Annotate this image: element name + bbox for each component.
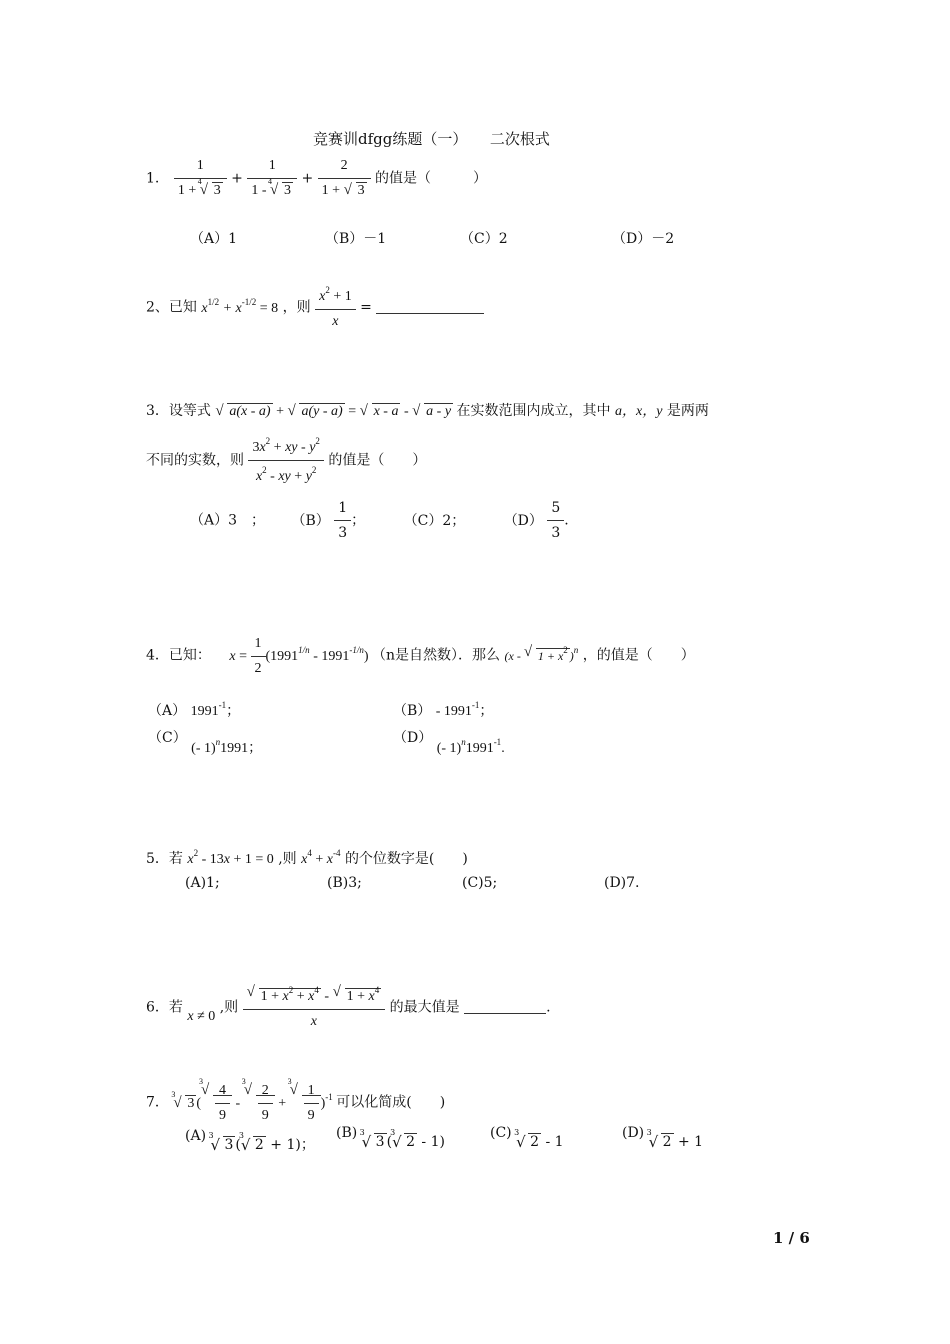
q3-option-b: （B） bbox=[291, 512, 330, 529]
question-7 bbox=[146, 1077, 446, 1124]
q4-expression: x = $\frac{1}{2}$ $(1991^{1/n} - 1991^{-1/n})$ bbox=[229, 636, 369, 676]
question-4-tail: ，的值是（ ） bbox=[582, 647, 695, 664]
q4-option-a bbox=[148, 700, 240, 720]
q7-option-c bbox=[490, 1125, 564, 1150]
q3-variables: a，x，y bbox=[615, 404, 663, 419]
question-5-mid: ,则 bbox=[278, 851, 297, 867]
q1-fraction-2: 1 1 - √ 4 3 bbox=[247, 158, 297, 199]
question-3-line-2-text: 不同的实数，则 bbox=[146, 452, 244, 469]
q7-option-d bbox=[622, 1125, 704, 1150]
q7-expression: √ 3 3 ( √ 3 $\frac{4}{9}$ - √ 3 $\frac{2}{9}$ + √ 3 $\frac{1}{9}$ )$^{-1}$ bbox=[173, 1096, 336, 1111]
q1-fraction-3: $\frac{2}{1 + √ 3}$ bbox=[318, 158, 371, 199]
question-7-tail: 可以化简成( ) bbox=[336, 1094, 446, 1111]
q4-option-a-label: （A） bbox=[148, 703, 187, 719]
q7-option-b bbox=[336, 1125, 445, 1150]
q1-fraction-1: 1 1 + √ 4 3 bbox=[174, 158, 227, 199]
question-2-equals: = bbox=[360, 299, 372, 316]
q5-option-b: (B)3; bbox=[327, 875, 362, 891]
q7-option-d-label: (D) bbox=[622, 1125, 645, 1141]
question-6-end: . bbox=[546, 999, 551, 1016]
question-3 bbox=[146, 400, 709, 420]
q7-option-c-value: √ 3 2 - 1 bbox=[516, 1134, 563, 1150]
q3-option-d-end: . bbox=[564, 512, 569, 529]
q4-option-b-value: - $1991^{-1}$； bbox=[435, 700, 494, 719]
q4-option-c-label: （C） bbox=[148, 730, 187, 746]
q3-option-d-fraction: $\frac{5}{3}$ bbox=[547, 500, 564, 541]
question-2-number: 2、已知 bbox=[146, 299, 197, 316]
q5-option-c: (C)5; bbox=[462, 875, 498, 891]
q3-option-d: （D） bbox=[503, 512, 543, 529]
question-3-tail-3: 的值是（ ） bbox=[328, 452, 427, 469]
q4-option-d-label: （D） bbox=[393, 730, 433, 746]
q7-option-b-value: √ 3 3 ( √ 3 2 - 1) bbox=[362, 1134, 445, 1150]
q4-option-c bbox=[148, 727, 263, 756]
q2-expression: $x^{1/2} + x^{-1/2} = 8$ bbox=[201, 296, 279, 316]
question-1-tail: 的值是（ ） bbox=[375, 170, 488, 187]
q4-option-c-value: (- 1)$^n$1991； bbox=[191, 737, 263, 756]
question-3-tail-2: 是两两 bbox=[666, 403, 709, 419]
q6-fraction: √ $\frac{1 + x^2 + x^4 - √ 1 + x^4}{x}$ bbox=[243, 985, 386, 1030]
q3-option-c: （C）2； bbox=[403, 512, 466, 529]
q2-fraction: $\frac{x^2 + 1}{x}$ bbox=[315, 285, 356, 330]
q1-option-b: （B）－1 bbox=[325, 231, 387, 247]
question-3-number: 3．设等式 bbox=[146, 403, 211, 419]
q1-option-d: （D）－2 bbox=[612, 231, 675, 247]
q3-option-b-sep: ； bbox=[351, 512, 366, 529]
question-3-line-2 bbox=[146, 436, 426, 485]
q3-option-b-fraction: $\frac{1}{3}$ bbox=[334, 500, 351, 541]
question-5-number: 5．若 bbox=[146, 851, 183, 867]
question-5 bbox=[146, 848, 468, 868]
question-2 bbox=[146, 285, 484, 330]
q4-option-d bbox=[393, 727, 505, 756]
q7-option-d-value: √ 3 2 + 1 bbox=[649, 1134, 703, 1150]
q5-option-a: (A)1; bbox=[185, 875, 220, 891]
q7-option-a-value: √ 3 3 ( √ 3 2 + 1)； bbox=[211, 1137, 315, 1153]
q5-expression: $x^4 + x^{-4}$ bbox=[301, 848, 341, 867]
question-1-number: 1. bbox=[146, 170, 160, 187]
question-6-mid: ,则 bbox=[219, 999, 239, 1016]
q3-options bbox=[190, 500, 569, 541]
page-title: 竞赛训dfgg练题（一） 二次根式 bbox=[313, 130, 550, 148]
q2-answer-blank[interactable] bbox=[376, 313, 484, 314]
question-6-tail: 的最大值是 bbox=[389, 999, 460, 1016]
question-6-number: 6．若 bbox=[146, 999, 183, 1016]
q3-option-a: （A）3 ； bbox=[190, 512, 266, 529]
question-4-mid: （n是自然数）．那么 bbox=[372, 647, 501, 664]
q5-equation: $x^2 - 13x + 1 = 0$ bbox=[187, 848, 274, 867]
question-4-number: 4．已知： bbox=[146, 647, 211, 664]
q6-answer-blank[interactable] bbox=[464, 1013, 546, 1014]
q4-target-expression: (x - √ $1 + x^2$ )$^n$ bbox=[505, 649, 579, 663]
q1-option-c: （C）2 bbox=[460, 231, 508, 247]
q5-option-d: (D)7. bbox=[604, 875, 640, 891]
q7-option-a bbox=[185, 1125, 315, 1153]
q3-equation: √ a(x - a) + √ a(y - a) = √ x - a - √ a - y bbox=[215, 404, 456, 419]
q4-option-b bbox=[393, 700, 493, 720]
question-1: 1. 1 1 + √ 4 3 + 1 1 - √ 4 3 + $\frac{2}{1 + √ 3}$ 的值是（ ） bbox=[146, 158, 487, 199]
q3-fraction: $\frac{3x^2 + xy - y^2}{x^2 - xy + y^2}$ bbox=[248, 436, 323, 485]
page-number: 1 / 6 bbox=[773, 1229, 810, 1247]
q7-option-b-label: (B) bbox=[336, 1125, 358, 1141]
q1-option-a: （A）1 bbox=[190, 231, 238, 247]
question-7-number: 7． bbox=[146, 1094, 169, 1111]
question-5-tail: 的个位数字是( ) bbox=[344, 851, 468, 867]
question-4 bbox=[146, 636, 695, 677]
question-3-tail: 在实数范围内成立，其中 bbox=[456, 403, 611, 419]
q4-option-a-value: $1991^{-1}$； bbox=[190, 700, 241, 719]
q4-option-d-value: (- $1)^n1991^{-1}$. bbox=[436, 737, 505, 756]
q6-condition: x ≠ 0 bbox=[187, 1008, 216, 1024]
q4-option-b-label: （B） bbox=[393, 703, 432, 719]
q7-option-c-label: (C) bbox=[490, 1125, 512, 1141]
q7-option-a-label: (A) bbox=[185, 1128, 207, 1144]
question-6 bbox=[146, 985, 551, 1030]
question-2-mid: ，则 bbox=[282, 299, 311, 316]
